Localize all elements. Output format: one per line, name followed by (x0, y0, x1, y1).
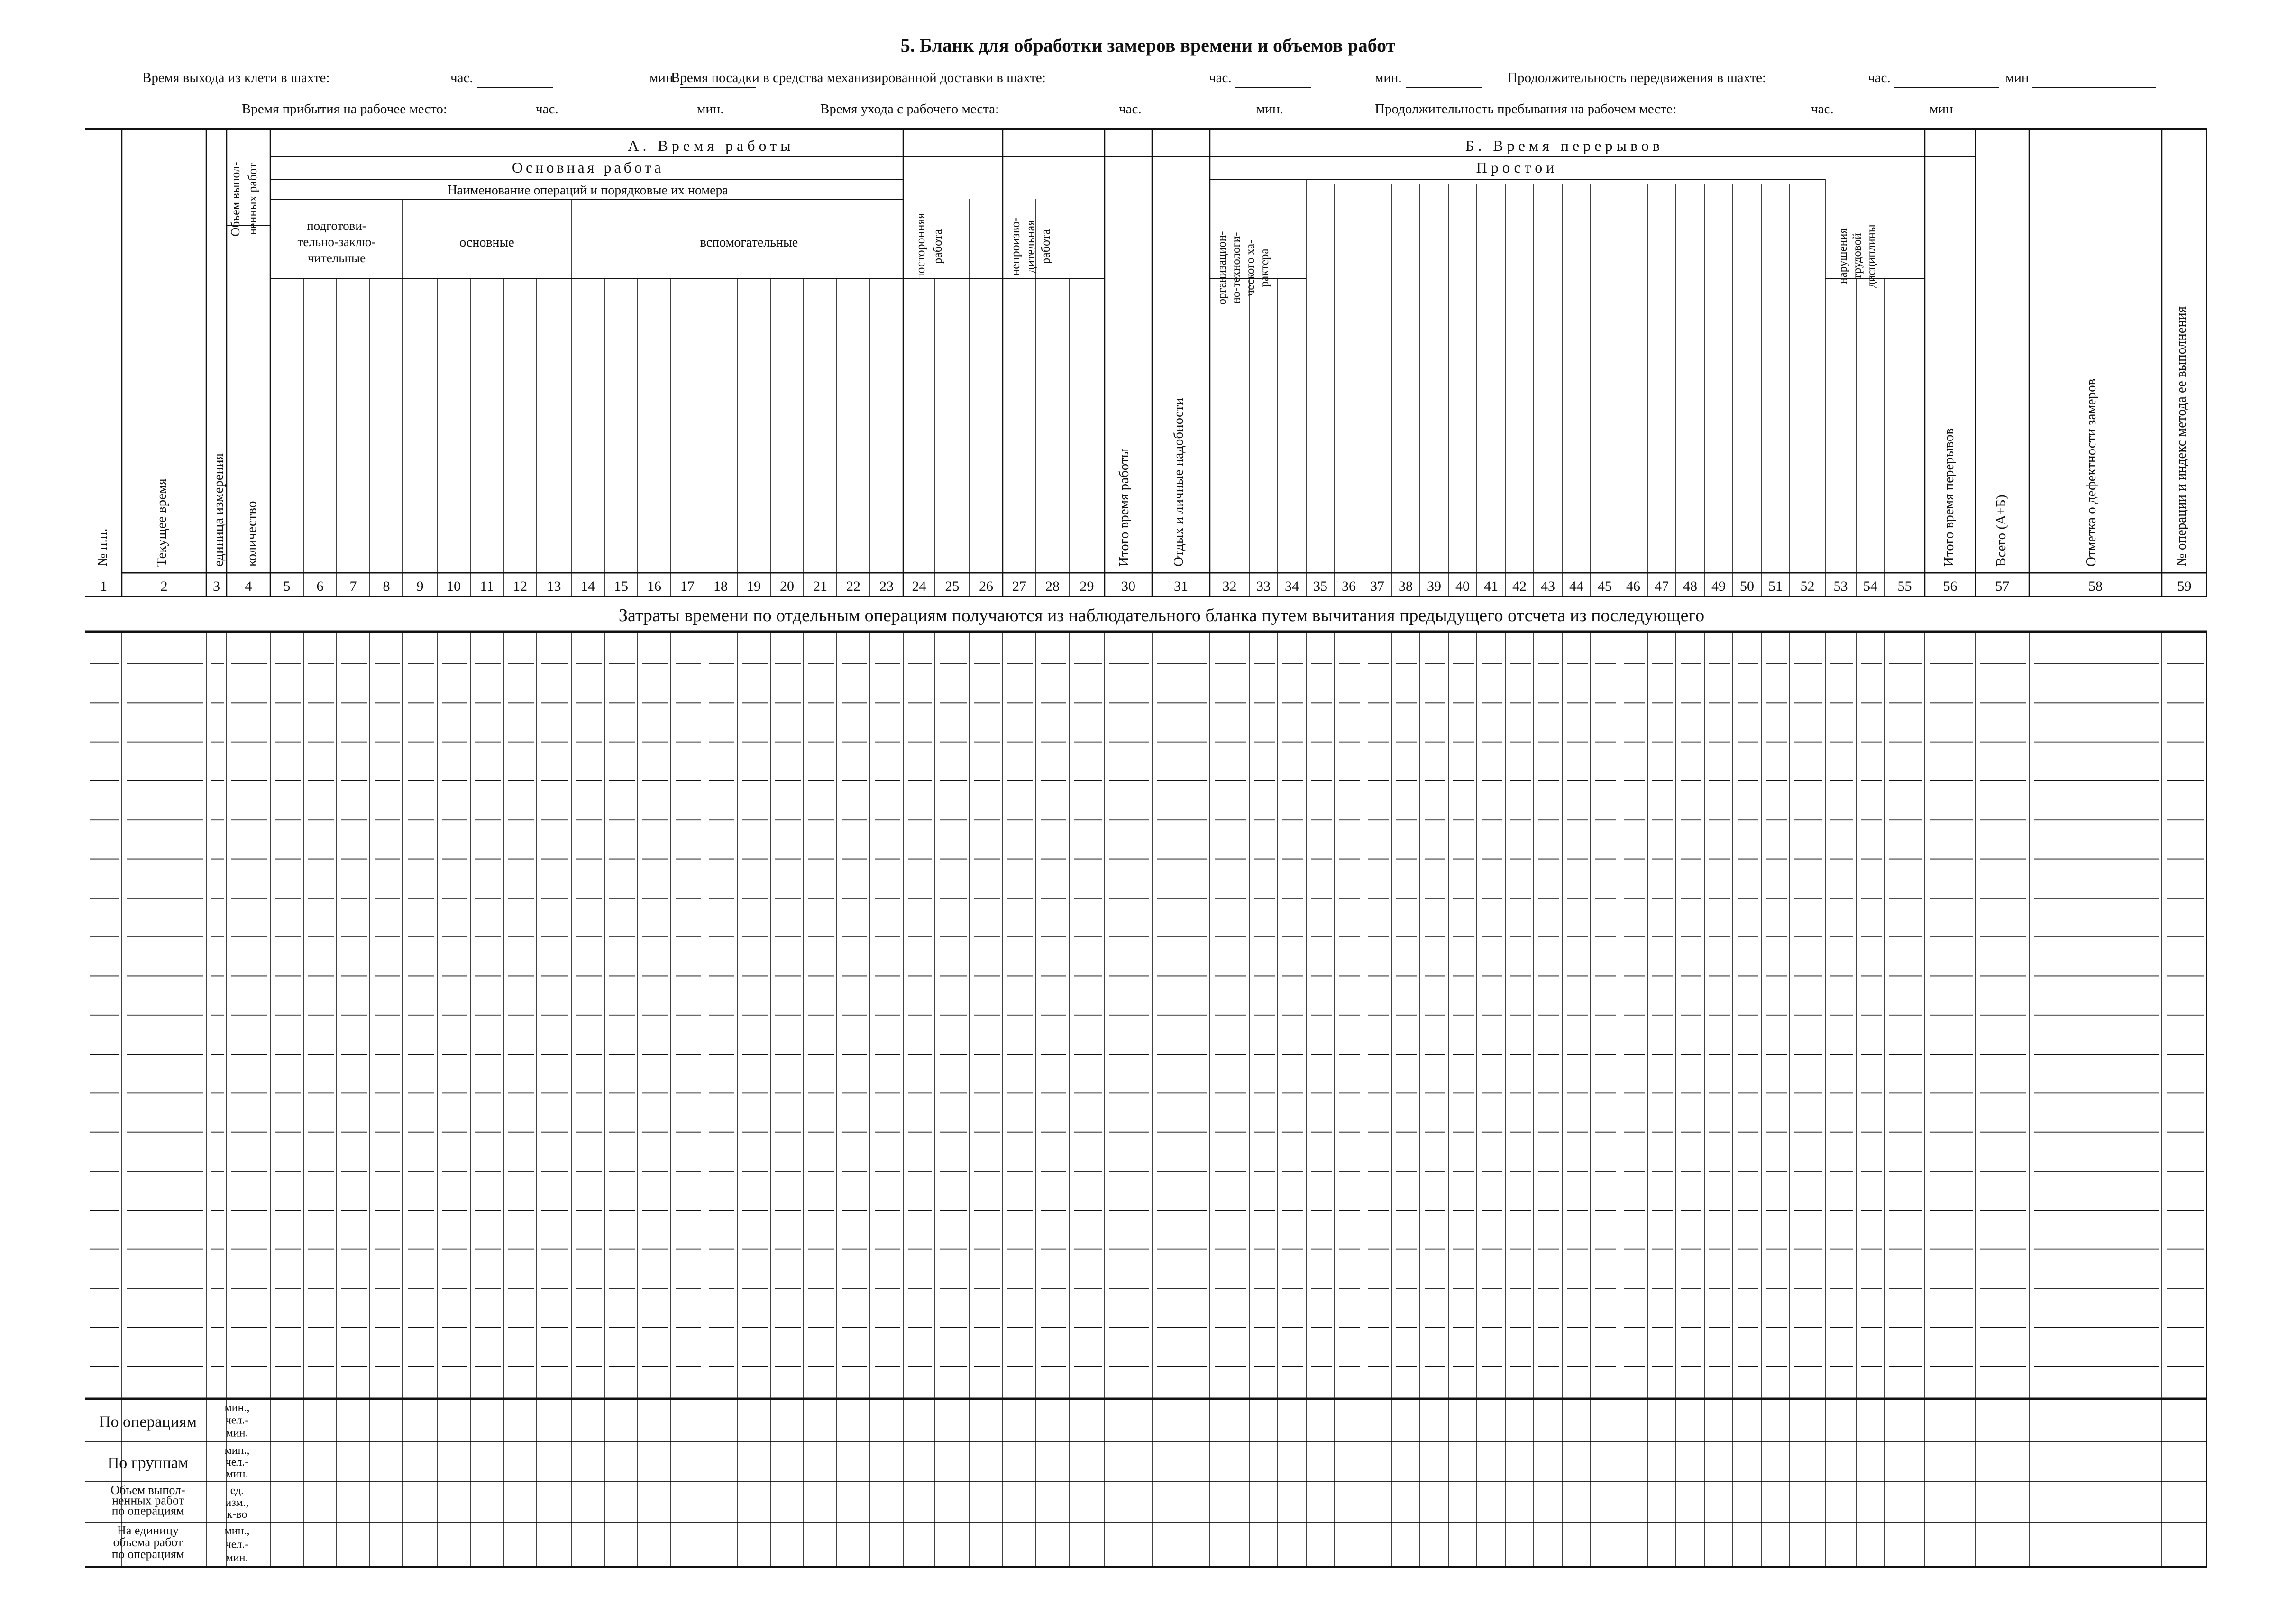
column-number: 11 (480, 578, 494, 594)
column-number: 32 (1222, 578, 1237, 594)
footer-unit-label: чел.- (225, 1538, 249, 1551)
footer-unit-label: мин. (226, 1427, 248, 1440)
column-number: 59 (2177, 578, 2192, 594)
column-number: 58 (2088, 578, 2103, 594)
column-number: 20 (780, 578, 794, 594)
col-defects-header: Отметка о дефектности замеров (2084, 378, 2099, 567)
column-number: 24 (912, 578, 926, 594)
column-number: 15 (614, 578, 628, 594)
column-number: 18 (713, 578, 728, 594)
column-number: 3 (213, 578, 220, 594)
header-field-label: Продолжительность пребывания на рабочем месте: (1375, 101, 1676, 117)
footer-row-label: По группам (107, 1454, 189, 1472)
unit-label: час. (1868, 70, 1891, 85)
column-number: 16 (647, 578, 661, 594)
footer-unit-label: мин. (226, 1551, 248, 1564)
column-number: 43 (1541, 578, 1555, 594)
col-total-header: Всего (А+Б) (1994, 495, 2009, 567)
col-rest-header: Отдых и личные надобности (1171, 398, 1186, 567)
column-number: 2 (160, 578, 168, 594)
footer-unit-label: к-во (227, 1508, 247, 1521)
column-number: 17 (680, 578, 695, 594)
column-number: 46 (1626, 578, 1640, 594)
column-number: 50 (1740, 578, 1754, 594)
column-number: 49 (1711, 578, 1726, 594)
prep-title: тельно-заклю- (297, 235, 376, 249)
header-field-label: Время прибытия на рабочее место: (242, 101, 447, 117)
unit-label: час. (1811, 101, 1834, 117)
column-number: 25 (945, 578, 960, 594)
header-field-label: Время ухода с рабочего места: (820, 101, 999, 117)
extraneous-title: работа (931, 229, 944, 264)
column-number: 34 (1285, 578, 1299, 594)
footer-row-label: ненных работ (111, 1493, 184, 1507)
column-number: 47 (1655, 578, 1669, 594)
column-number: 33 (1256, 578, 1271, 594)
column-number: 54 (1863, 578, 1877, 594)
unproductive-title: дительная (1024, 220, 1037, 274)
col-qty-header: количество (244, 501, 259, 567)
column-number: 7 (349, 578, 357, 594)
group-a-title: А. Время работы (628, 137, 795, 154)
column-number: 51 (1768, 578, 1783, 594)
footer-row-label: По операциям (99, 1413, 197, 1431)
col-time-header: Текущее время (154, 478, 169, 567)
footer-unit-label: мин., (224, 1402, 250, 1414)
instruction-note: Затраты времени по отдельным операциям получаются из наблюдательного бланка путем вычитания предыдущего отсчета из последующего (618, 606, 1705, 625)
column-number: 8 (383, 578, 390, 594)
column-number: 6 (316, 578, 324, 594)
column-number: 39 (1427, 578, 1441, 594)
org-tech-title: ческого ха- (1244, 239, 1257, 296)
column-number: 37 (1370, 578, 1384, 594)
footer-unit-label: мин., (224, 1444, 250, 1457)
unit-label: мин. (1375, 70, 1402, 85)
column-number: 12 (513, 578, 527, 594)
org-tech-title: но-технологи- (1230, 232, 1243, 304)
column-number: 4 (245, 578, 252, 594)
column-number: 38 (1399, 578, 1413, 594)
footer-row-label: по операциям (111, 1547, 184, 1561)
column-number: 27 (1012, 578, 1026, 594)
footer-unit-label: чел.- (225, 1414, 249, 1427)
col-op-index-header: № операции и индекс метода ее выполнения (2174, 306, 2189, 567)
downtime-title: Простои (1476, 159, 1558, 176)
main-work-title: Основная работа (512, 159, 664, 176)
basic-title: основные (459, 235, 514, 250)
operations-names-title: Наименование операций и порядковые их номера (448, 183, 728, 198)
column-number: 40 (1455, 578, 1470, 594)
unit-label: час. (1209, 70, 1232, 85)
footer-row-label: объема работ (113, 1535, 183, 1549)
column-number: 5 (283, 578, 291, 594)
column-number: 48 (1683, 578, 1697, 594)
extraneous-title: посторонняя (914, 213, 927, 280)
column-number: 45 (1598, 578, 1612, 594)
footer-unit-label: мин., (224, 1525, 250, 1537)
unit-label: час. (450, 70, 473, 85)
group-b-title: Б. Время перерывов (1465, 137, 1664, 154)
column-number: 22 (846, 578, 860, 594)
footer-row-label: На единицу (117, 1523, 179, 1537)
column-number: 44 (1569, 578, 1583, 594)
unit-label: мин (1930, 101, 1953, 117)
volume-title: ненных работ (246, 163, 259, 236)
unit-label: мин. (1256, 101, 1283, 117)
unproductive-title: работа (1039, 229, 1052, 264)
column-number: 56 (1943, 578, 1958, 594)
column-number: 42 (1512, 578, 1527, 594)
prep-title: чительные (307, 251, 366, 265)
column-number: 57 (1995, 578, 2010, 594)
header-field-label: Время посадки в средства механизированной доставки в шахте: (671, 70, 1046, 85)
column-number: 52 (1800, 578, 1815, 594)
footer-unit-label: мин. (226, 1468, 248, 1480)
col-total-breaks-header: Итого время перерывов (1941, 428, 1957, 567)
column-number: 35 (1313, 578, 1327, 594)
footer-unit-label: ед. (230, 1485, 244, 1497)
column-number: 55 (1897, 578, 1912, 594)
footer-unit-label: изм., (225, 1496, 249, 1509)
col-unit-header: единица измерения (211, 453, 226, 567)
unit-label: мин (2005, 70, 2029, 85)
unit-label: час. (536, 101, 558, 117)
unit-label: мин. (697, 101, 724, 117)
volume-title: Объем выпол- (229, 162, 242, 237)
column-number: 41 (1484, 578, 1498, 594)
column-number: 9 (416, 578, 424, 594)
column-number: 13 (547, 578, 561, 594)
col-no-header: № п.п. (95, 528, 110, 567)
column-number: 26 (979, 578, 993, 594)
unit-label: час. (1119, 101, 1142, 117)
column-number: 23 (879, 578, 894, 594)
header-field-label: Время выхода из клети в шахте: (142, 70, 330, 85)
column-number: 29 (1079, 578, 1094, 594)
footer-unit-label: чел.- (225, 1456, 249, 1468)
column-number: 36 (1342, 578, 1356, 594)
header-field-label: Продолжительность передвижения в шахте: (1508, 70, 1766, 85)
column-number: 14 (581, 578, 595, 594)
column-number: 19 (747, 578, 761, 594)
form-title: 5. Бланк для обработки замеров времени и объемов работ (900, 35, 1396, 56)
column-number: 1 (100, 578, 107, 594)
footer-row-label: по операциям (111, 1504, 184, 1518)
column-number: 10 (447, 578, 461, 594)
discipline-title: нарушения (1837, 228, 1849, 284)
unit-label: мин. (649, 70, 677, 85)
column-number: 21 (813, 578, 827, 594)
org-tech-title: организацион- (1216, 231, 1228, 305)
column-number: 53 (1833, 578, 1848, 594)
org-tech-title: рактера (1258, 248, 1271, 287)
column-number: 31 (1174, 578, 1188, 594)
footer-row-label: Объем выпол- (110, 1483, 185, 1497)
column-number: 30 (1121, 578, 1135, 594)
column-number: 28 (1045, 578, 1060, 594)
discipline-title: трудовой (1851, 233, 1864, 279)
unproductive-title: непроизво- (1008, 217, 1022, 276)
col-total-work-header: Итого время работы (1116, 448, 1132, 567)
discipline-title: дисциплины (1865, 224, 1878, 288)
auxiliary-title: вспомогательные (700, 235, 798, 250)
prep-title: подготови- (307, 219, 366, 233)
